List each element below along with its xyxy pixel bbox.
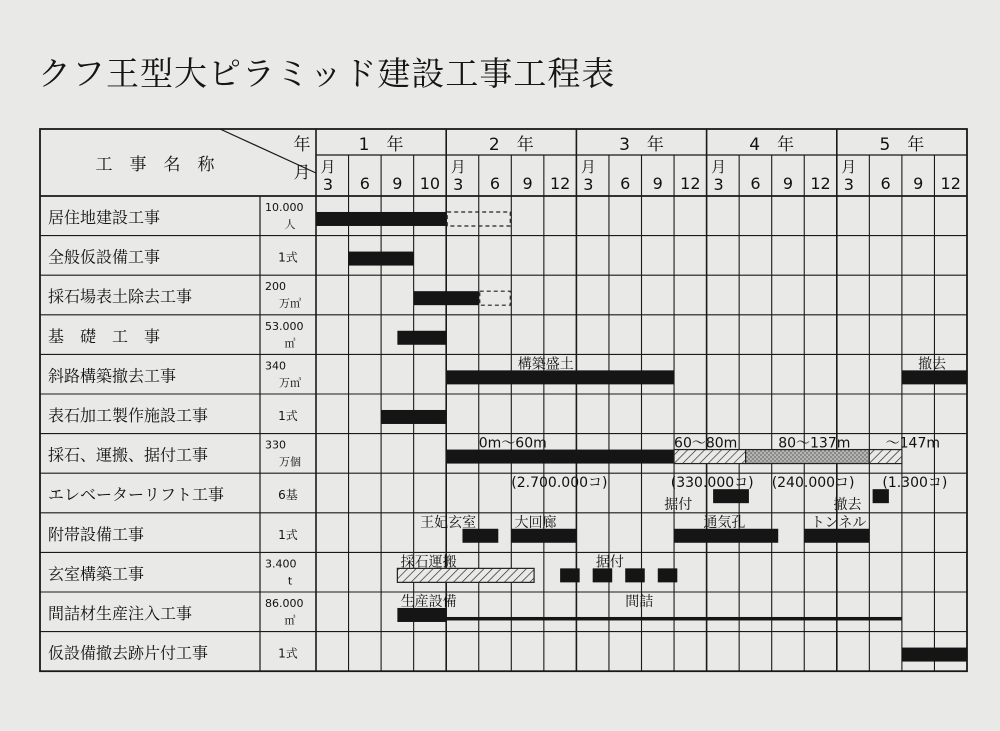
task-name: 採石場表土除去工事 bbox=[48, 287, 193, 307]
task-name: 全般仮設備工事 bbox=[48, 247, 161, 267]
month-header: 12 bbox=[549, 174, 571, 193]
month-header: 9 bbox=[782, 174, 794, 193]
schedule-bar bbox=[316, 212, 446, 226]
month-header: 6 bbox=[880, 174, 891, 193]
schedule-bar bbox=[658, 568, 678, 582]
task-quantity-unit: 人 bbox=[284, 218, 296, 231]
task-quantity: 86.000 bbox=[265, 597, 304, 610]
table-frame bbox=[40, 129, 967, 671]
bar-annotation: 大回廊 bbox=[514, 514, 557, 531]
bar-annotation: (2.700.000コ) bbox=[511, 475, 608, 492]
task-name: 間詰材生産注入工事 bbox=[48, 604, 193, 623]
task-quantity-unit: ㎥ bbox=[284, 336, 296, 350]
task-quantity: 1式 bbox=[278, 646, 298, 661]
schedule-bar bbox=[397, 608, 446, 622]
task-quantity-unit: t bbox=[287, 574, 293, 588]
year-header-1: 1 年 bbox=[358, 135, 404, 155]
month-header: 12 bbox=[810, 174, 831, 193]
month-header: 12 bbox=[680, 174, 701, 193]
task-quantity: 200 bbox=[265, 280, 286, 294]
hatched-bar bbox=[674, 450, 746, 464]
bar-annotation: 王妃玄室 bbox=[420, 514, 477, 531]
schedule-bar bbox=[511, 529, 576, 543]
task-name: 玄室構築工事 bbox=[48, 564, 145, 584]
task-name: 採石、運搬、据付工事 bbox=[48, 445, 209, 465]
schedule-bar bbox=[674, 529, 778, 543]
month-header: 3 bbox=[453, 175, 464, 194]
month-prefix: 月 bbox=[841, 158, 857, 176]
schedule-bar bbox=[804, 529, 869, 543]
schedule-line bbox=[446, 617, 902, 621]
month-header: 3 bbox=[583, 175, 594, 194]
bar-annotation: 80〜137m bbox=[778, 435, 851, 452]
year-header-3: 3 年 bbox=[619, 135, 664, 155]
bar-annotation: 60〜80m bbox=[674, 435, 738, 452]
schedule-bar bbox=[873, 489, 889, 503]
hatched-bar bbox=[869, 450, 902, 464]
bar-annotation: 0m〜60m bbox=[478, 435, 547, 452]
bar-annotation: (240.000コ) bbox=[771, 475, 855, 492]
bar-annotation: 通気孔 bbox=[703, 514, 746, 531]
task-quantity: 340 bbox=[265, 359, 286, 373]
bar-annotation: 構築盛土 bbox=[517, 356, 574, 373]
month-header: 6 bbox=[750, 174, 761, 193]
task-name: 仮設備撤去跡片付工事 bbox=[48, 643, 209, 663]
bar-annotation: 〜147m bbox=[885, 435, 940, 452]
task-quantity: 330 bbox=[265, 438, 286, 452]
task-name: 表石加工製作施設工事 bbox=[48, 406, 209, 425]
dotted-bar bbox=[746, 450, 870, 464]
schedule-bar bbox=[446, 450, 674, 464]
bar-annotation: トンネル bbox=[810, 514, 867, 531]
month-header: 3 bbox=[322, 175, 334, 194]
month-header: 9 bbox=[913, 174, 924, 193]
month-header: 9 bbox=[522, 174, 533, 193]
month-header: 6 bbox=[489, 174, 501, 193]
bar-annotation: (1.300コ) bbox=[882, 475, 948, 492]
bar-annotation: 据付 bbox=[664, 496, 693, 513]
task-quantity: 6基 bbox=[278, 488, 298, 503]
month-label: 月 bbox=[293, 163, 311, 183]
month-header: 12 bbox=[940, 174, 961, 193]
year-header-4: 4 年 bbox=[749, 135, 795, 155]
month-header: 6 bbox=[620, 174, 631, 193]
month-prefix: 月 bbox=[450, 158, 466, 176]
year-label: 年 bbox=[293, 135, 311, 155]
task-name: 斜路構築撤去工事 bbox=[48, 366, 177, 386]
month-header: 9 bbox=[652, 174, 663, 193]
task-quantity: 10.000 bbox=[265, 201, 304, 214]
schedule-bar bbox=[713, 489, 749, 503]
month-prefix: 月 bbox=[580, 158, 596, 176]
month-header: 10 bbox=[419, 174, 441, 193]
month-header: 3 bbox=[843, 175, 854, 194]
schedule-bar bbox=[625, 568, 645, 582]
schedule-bar bbox=[462, 529, 498, 543]
column-header-name: 工 事 名 称 bbox=[95, 155, 215, 175]
bar-annotation: 生産設備 bbox=[400, 594, 457, 610]
task-quantity: 1式 bbox=[278, 527, 298, 542]
task-quantity-unit: 万㎥ bbox=[279, 376, 301, 390]
schedule-bar bbox=[593, 568, 613, 582]
schedule-bar bbox=[560, 568, 580, 582]
chart-title: クフ王型大ピラミッド建設工事工程表 bbox=[38, 54, 616, 93]
task-quantity: 3.400 bbox=[265, 557, 297, 571]
month-prefix: 月 bbox=[711, 158, 727, 176]
task-quantity: 53.000 bbox=[265, 319, 304, 333]
year-header-2: 2 年 bbox=[488, 135, 534, 155]
schedule-bar bbox=[397, 331, 446, 345]
month-header: 9 bbox=[392, 174, 403, 193]
bar-annotation: 採石運搬 bbox=[400, 554, 457, 571]
schedule-bar bbox=[446, 370, 674, 384]
month-header: 3 bbox=[713, 175, 724, 194]
bar-annotation: 撤去 bbox=[918, 356, 947, 373]
bar-annotation: 撤去 bbox=[833, 496, 862, 513]
bar-annotation: (330.000コ) bbox=[670, 475, 754, 492]
task-quantity: 1式 bbox=[278, 250, 298, 265]
task-quantity-unit: ㎥ bbox=[284, 614, 296, 627]
task-name: 基 礎 工 事 bbox=[48, 326, 161, 346]
task-quantity-unit: 万㎥ bbox=[279, 297, 301, 311]
task-name: エレベーターリフト工事 bbox=[48, 485, 225, 505]
bar-annotation: 据付 bbox=[595, 554, 624, 571]
task-name: 居住地建設工事 bbox=[48, 208, 161, 227]
schedule-bar bbox=[902, 648, 967, 662]
year-header-5: 5 年 bbox=[879, 135, 925, 155]
hatched-bar bbox=[397, 568, 534, 582]
task-name: 附帯設備工事 bbox=[48, 524, 145, 544]
bar-annotation: 間詰 bbox=[625, 594, 654, 610]
schedule-bar bbox=[414, 291, 479, 305]
tentative-bar bbox=[480, 291, 511, 305]
month-header: 6 bbox=[359, 174, 370, 193]
schedule-bar bbox=[381, 410, 446, 424]
task-quantity-unit: 万個 bbox=[279, 455, 301, 469]
task-quantity: 1式 bbox=[278, 409, 298, 423]
schedule-bar bbox=[349, 252, 414, 266]
month-prefix: 月 bbox=[320, 158, 336, 176]
schedule-bar bbox=[902, 370, 967, 384]
